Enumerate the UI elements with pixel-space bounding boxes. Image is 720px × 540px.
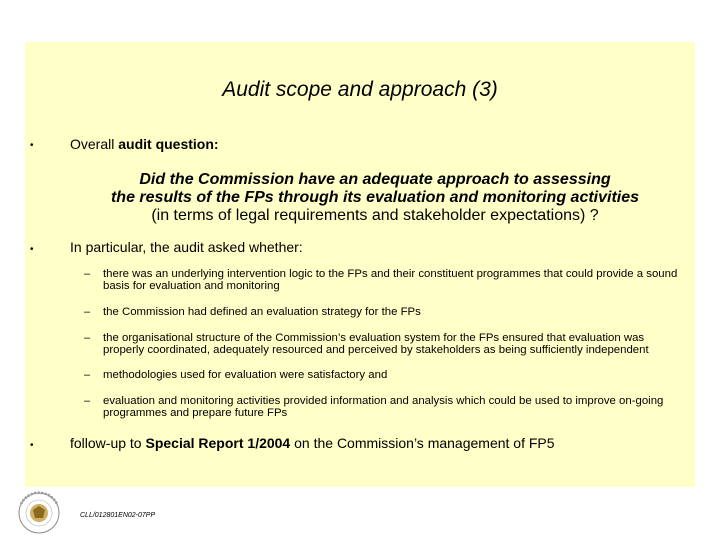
court-of-auditors-seal-icon	[15, 490, 63, 536]
slide-title: Audit scope and approach (3)	[222, 78, 498, 101]
overall-question-label	[70, 136, 219, 152]
bullet-marker: •	[30, 244, 34, 255]
sub-item-1: there was an underlying intervention logic to the FPs and their constituent programmes that could provide a sound basis for evaluation and monitoring	[103, 268, 678, 292]
audit-question	[60, 171, 690, 225]
dash-marker: –	[84, 395, 91, 407]
question-line-2: the results of the FPs through its evaluation and monitoring activities	[110, 189, 640, 206]
special-report-ref: Special Report 1/2004	[145, 435, 291, 451]
bullet-marker: •	[30, 140, 34, 151]
question-line-1: Did the Commission have an adequate approach to assessing	[139, 171, 611, 188]
sub-item-5: evaluation and monitoring activities provided information and analysis which could be used to improve on-going programmes and prepare future FPs	[103, 395, 664, 419]
question-line-3: (in terms of legal requirements and stakeholder expectations) ?	[151, 207, 599, 224]
sub-item-3: the organisational structure of the Commission’s evaluation system for the FPs ensured that evaluation was properly coordinated, adequately resourced and perceived by stakeholders as being sufficiently independent	[103, 332, 649, 356]
dash-marker: –	[84, 268, 91, 280]
particular-intro: In particular, the audit asked whether:	[70, 239, 303, 255]
slide-background	[25, 42, 695, 487]
overall-label-prefix: Overall	[70, 136, 119, 152]
dash-marker: –	[84, 332, 91, 344]
followup-suffix: on the Commission’s management of FP5	[290, 435, 555, 451]
overall-label-bold: audit question:	[118, 136, 219, 152]
sub-item-4: methodologies used for evaluation were satisfactory and	[103, 369, 388, 381]
bullet-marker: •	[30, 440, 34, 451]
followup-prefix: follow-up to	[70, 435, 146, 451]
dash-marker: –	[84, 306, 91, 318]
dash-marker: –	[84, 369, 91, 381]
sub-item-2: the Commission had defined an evaluation strategy for the FPs	[103, 306, 421, 318]
footer-document-code: CLL/012801EN02-07PP	[80, 512, 156, 519]
followup-item	[70, 435, 555, 451]
